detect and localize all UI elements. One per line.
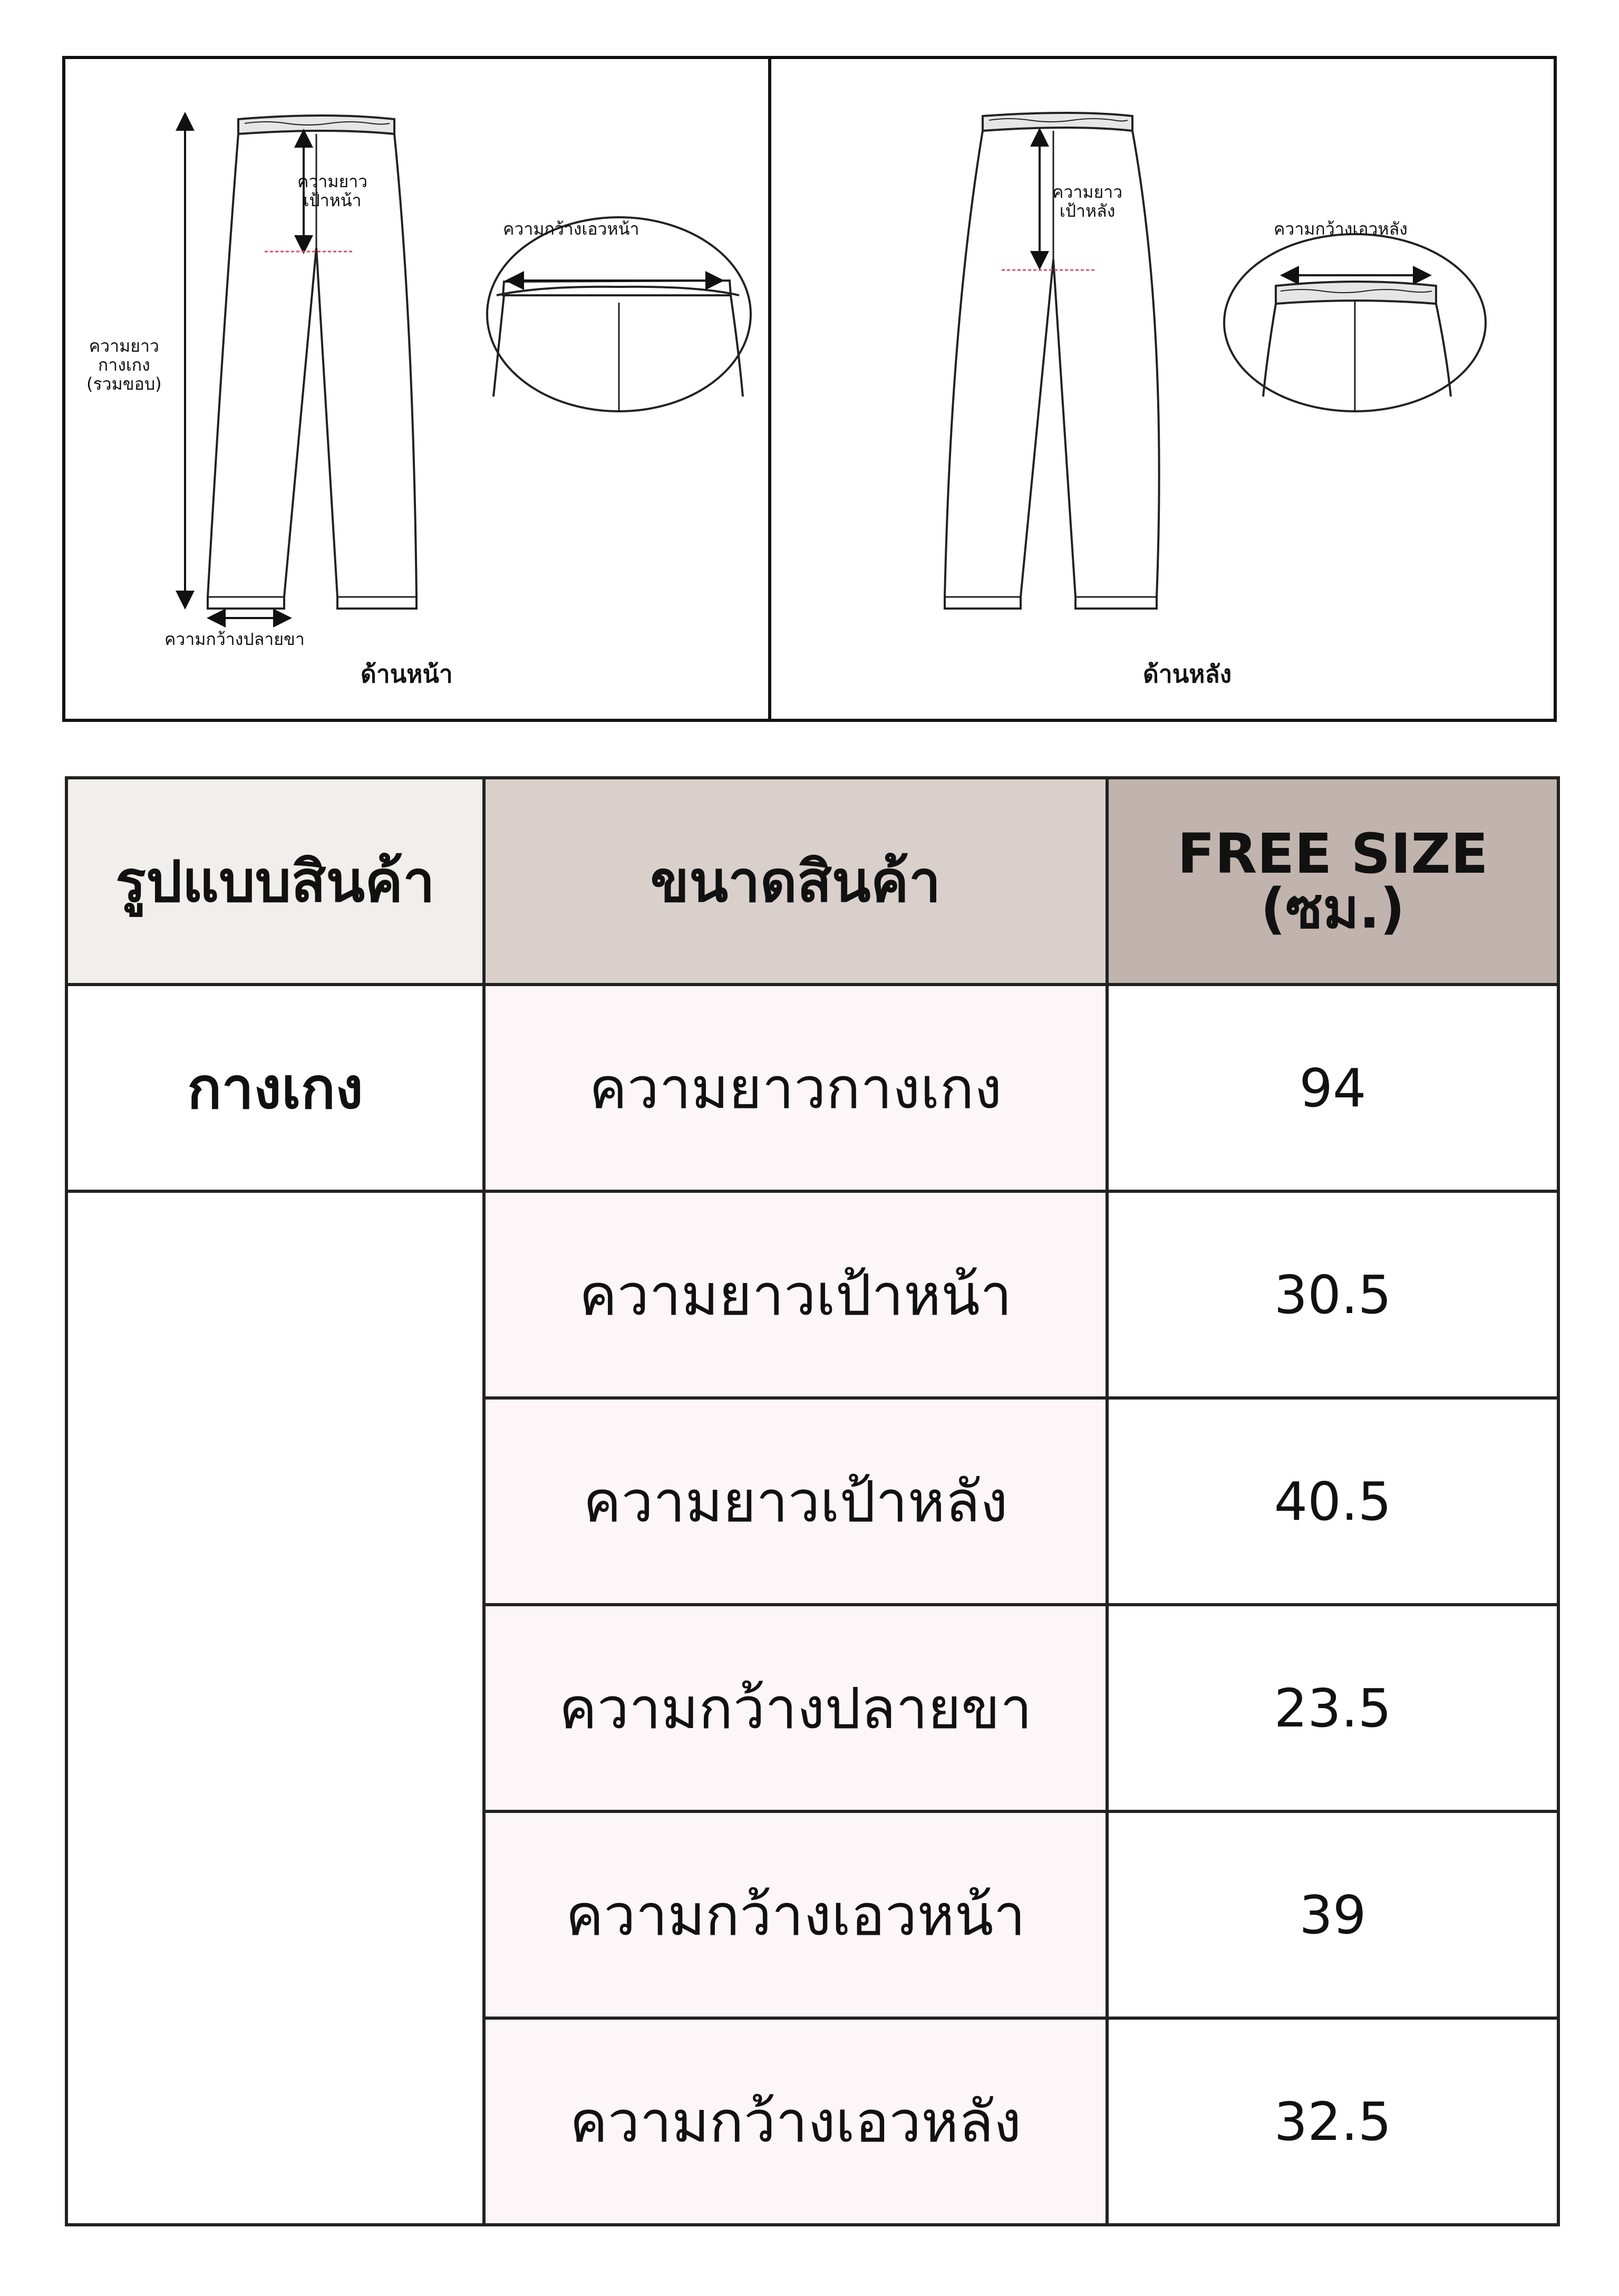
size-diagram <box>62 56 1557 722</box>
table-row <box>66 985 1558 1191</box>
product-empty-cell <box>66 1191 484 2225</box>
table-header-row <box>66 778 1558 985</box>
back-waist-label: ความกว้างเอวหลัง <box>1274 219 1408 239</box>
measure-value: 94 <box>1107 985 1558 1191</box>
unit-label: (ซม.) <box>1261 876 1405 941</box>
front-caption: ด้านหน้า <box>361 660 453 688</box>
back-waist-detail <box>1224 234 1486 411</box>
length-label: ความยาว กางเกง (รวมขอบ) <box>86 336 162 394</box>
product-name: กางเกง <box>66 985 484 1191</box>
measure-value: 23.5 <box>1107 1605 1558 1811</box>
header-product-type: รูปแบบสินค้า <box>66 778 484 985</box>
front-rise-label: ความยาว เป้าหน้า <box>297 171 368 210</box>
measure-value: 30.5 <box>1107 1191 1558 1398</box>
table-row <box>66 1191 1558 1398</box>
measure-label: ความยาวกางเกง <box>484 985 1107 1191</box>
front-waist-detail <box>487 217 751 411</box>
size-table <box>65 776 1560 2226</box>
back-caption: ด้านหลัง <box>1143 660 1232 688</box>
hem-label: ความกว้างปลายขา <box>164 629 305 649</box>
measure-label: ความยาวเป้าหลัง <box>484 1398 1107 1605</box>
measure-value: 39 <box>1107 1811 1558 2018</box>
measure-value: 32.5 <box>1107 2018 1558 2225</box>
front-waist-label: ความกว้างเอวหน้า <box>503 219 639 239</box>
measure-label: ความกว้างเอวหน้า <box>484 1811 1107 2018</box>
measure-label: ความกว้างปลายขา <box>484 1605 1107 1811</box>
measure-label: ความกว้างเอวหลัง <box>484 2018 1107 2225</box>
back-rise-label: ความยาว เป้าหลัง <box>1052 182 1123 221</box>
header-size: ขนาดสินค้า <box>484 778 1107 985</box>
free-size-label: FREE SIZE <box>1177 822 1488 886</box>
header-free-size <box>1107 778 1558 985</box>
measure-value: 40.5 <box>1107 1398 1558 1605</box>
measure-label: ความยาวเป้าหน้า <box>484 1191 1107 1398</box>
pants-illustrations <box>65 59 1554 719</box>
